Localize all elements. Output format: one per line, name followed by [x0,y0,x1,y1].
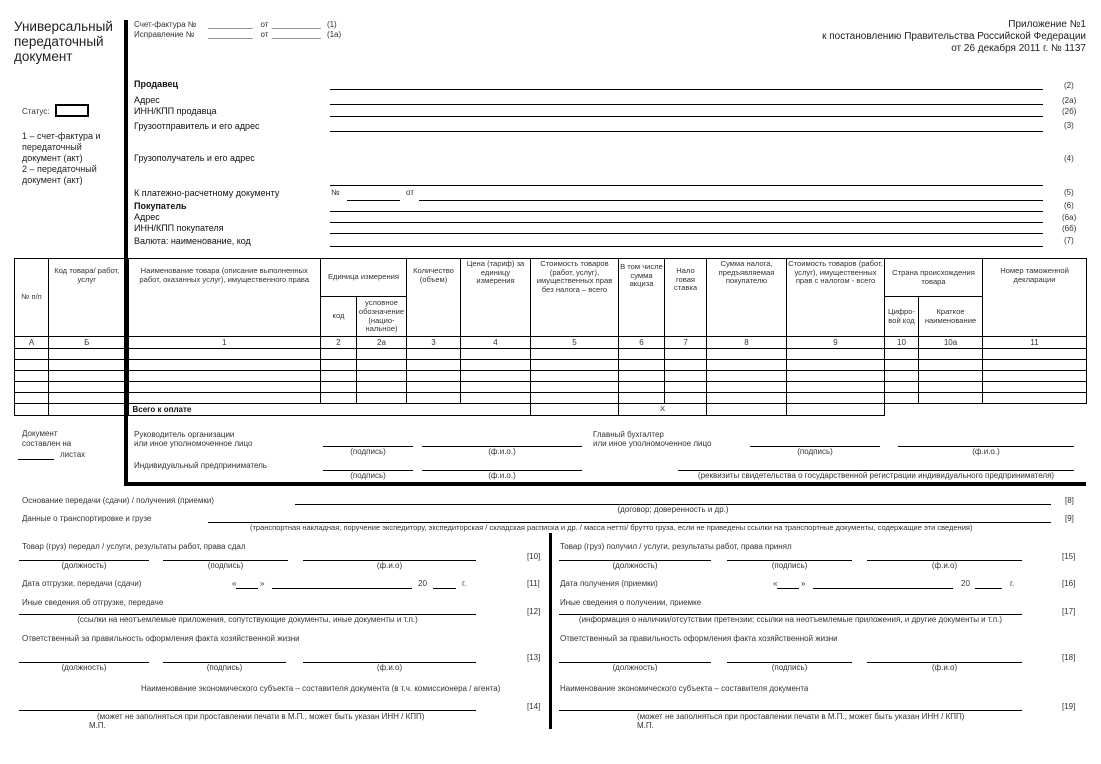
table-cell[interactable] [321,382,357,393]
status-legend-line: документ (акт) [22,175,83,185]
table-cell[interactable] [665,371,707,382]
head-fio-hint: (ф.и.о.) [488,447,516,456]
payment-doc-date-field[interactable] [419,200,1043,201]
consignee-label: Грузополучатель и его адрес [134,153,255,163]
table-cell[interactable] [15,360,49,371]
header-name: Наименование товара (описание выполненных работ, оказанных услуг), имущественного права [127,259,321,337]
table-cell[interactable] [461,393,531,404]
registration-hint: (реквизиты свидетельства о государственной регистрации индивидуального предпринимателя) [697,471,1055,480]
correction-number-row [134,30,341,39]
transport-label: Данные о транспортировке и грузе [22,514,152,523]
receipt-year-prefix: 20 [961,579,970,588]
buyer-address-field[interactable] [330,222,1043,223]
table-cell[interactable] [983,393,1087,404]
header-unit: Единица измерения [321,259,407,297]
appendix-line: Приложение №1 [1008,19,1086,30]
shipment-year-field[interactable] [433,588,456,589]
correction-date-field[interactable]: ___________ [271,30,321,39]
basis-hint: (договор; доверенность и др.) [617,505,729,514]
shipment-day-field[interactable] [236,588,258,589]
column-index-cell: 1 [127,337,321,349]
shipper-label: Грузоотправитель и его адрес [134,121,260,131]
handed-signature-hint: (подпись) [207,561,244,570]
handed-fio-hint: (ф.и.о) [376,561,403,570]
table-cell[interactable] [919,349,983,360]
table-cell[interactable] [127,349,321,360]
receipt-year-suffix: г. [1010,579,1015,588]
sheets-info [22,429,71,449]
table-cell[interactable] [619,382,665,393]
table-cell[interactable] [49,360,127,371]
table-cell[interactable] [983,371,1087,382]
head-label-line: Руководитель организации [134,430,235,439]
appendix-line: к постановлению Правительства Российской Федерации [822,31,1086,42]
table-cell[interactable] [407,371,461,382]
status-legend-line: документ (акт) [22,153,83,163]
table-cell[interactable] [787,382,885,393]
table-row [15,349,1087,360]
shipment-day-close: » [260,579,265,588]
receipt-day-field[interactable] [777,588,799,589]
total-tax-sum[interactable] [707,404,787,416]
column-index-cell: 8 [707,337,787,349]
right-responsible-label: Ответственный за правильность оформления факта хозяйственной жизни [560,634,838,643]
left-responsible-code: [13] [527,653,541,662]
shipper-code: (3) [1064,121,1074,130]
table-cell[interactable] [357,393,407,404]
left-entity-label: Наименование экономического субъекта – составителя документа (в т.ч. комиссионера / агента) [141,684,501,693]
payment-doc-code: (5) [1064,188,1074,197]
left-responsible-label: Ответственный за правильность оформления факта хозяйственной жизни [22,634,300,643]
shipment-day-open: « [232,579,237,588]
other-receipt-label: Иные сведения о получении, приемке [560,598,702,607]
table-cell[interactable] [885,349,919,360]
table-cell[interactable] [321,371,357,382]
header-cost-no-tax: Стоимость товаров (работ, услуг), имущественных прав без налога – всего [531,259,619,337]
table-cell[interactable] [919,393,983,404]
document-title-line: Универсальный [14,19,113,34]
consignee-code: (4) [1064,154,1074,163]
status-label: Статус: [22,107,50,116]
header-code: Код товара/ работ, услуг [49,259,127,337]
total-excise-tax-rate: X [619,404,707,416]
correction-number-field[interactable]: __________ [208,30,253,39]
header-tax-rate: Нало говая ставка [665,259,707,337]
header-unit-code: код [321,297,357,337]
table-cell[interactable] [407,382,461,393]
column-index-cell: 3 [407,337,461,349]
table-row [15,371,1087,382]
head-label [134,430,252,448]
shipment-date-label: Дата отгрузки, передачи (сдачи) [22,579,142,588]
seller-address-field[interactable] [330,104,1043,105]
received-position-hint: (должность) [612,561,658,570]
table-cell[interactable] [983,349,1087,360]
table-cell[interactable] [983,382,1087,393]
table-row [15,360,1087,371]
status-legend-line: передаточный [22,142,82,152]
buyer-label: Покупатель [134,201,187,211]
basis-code: [8] [1065,496,1074,505]
appendix-reference [822,19,1086,55]
buyer-inn-code: (6б) [1062,224,1077,233]
accountant-signature-hint: (подпись) [797,447,833,456]
correction-label: Исправление № [134,30,195,39]
table-cell[interactable] [531,360,619,371]
table-cell[interactable] [461,382,531,393]
payment-doc-number-field[interactable] [347,200,400,201]
column-index-cell: 6 [619,337,665,349]
entrepreneur-signature-hint: (подпись) [350,471,386,480]
table-cell[interactable] [15,393,49,404]
document-title [14,19,113,64]
seller-address-label: Адрес [134,95,160,105]
header-country-name: Краткое наименование [919,297,983,337]
other-shipment-code: [12] [527,607,541,616]
table-cell[interactable] [707,371,787,382]
table-cell[interactable] [707,360,787,371]
appendix-line: от 26 декабря 2011 г. № 1137 [951,43,1086,54]
left-responsible-position-hint: (должность) [61,663,107,672]
basis-label: Основание передачи (сдачи) / получения (приемки) [22,496,214,505]
table-cell[interactable] [707,349,787,360]
receipt-date-code: [16] [1062,579,1076,588]
entrepreneur-fio-hint: (ф.и.о.) [488,471,516,480]
right-entity-label: Наименование экономического субъекта – составителя документа [560,684,809,693]
buyer-address-code: (6а) [1062,213,1077,222]
total-cost-with-tax[interactable] [787,404,885,416]
section-divider-horizontal [124,482,1086,486]
header-country-code: Цифро- вой код [885,297,919,337]
table-cell[interactable] [49,382,127,393]
table-cell[interactable] [983,360,1087,371]
other-receipt-code: [17] [1062,607,1076,616]
column-index-cell: 5 [531,337,619,349]
accountant-label-line: или иное уполномоченное лицо [593,439,712,448]
right-entity-hint: (может не заполняться при проставлении печати в М.П., может быть указан ИНН / КПП) [637,712,965,721]
shipment-month-field[interactable] [272,588,412,589]
column-index-cell: Б [49,337,127,349]
receipt-month-field[interactable] [813,588,953,589]
header-unit-symbol: условное обозначение (нацио- нальное) [357,297,407,337]
table-cell[interactable] [885,360,919,371]
buyer-code: (6) [1064,201,1074,210]
table-cell[interactable] [531,349,619,360]
table-cell[interactable] [531,371,619,382]
table-cell[interactable] [787,360,885,371]
invoice-number-row [134,20,337,29]
shipment-date-code: [11] [527,579,540,588]
invoice-of-label: от [260,20,269,29]
table-cell[interactable] [619,360,665,371]
section-divider-vertical [124,20,128,486]
bottom-divider-vertical [549,533,552,729]
table-cell[interactable] [619,371,665,382]
header-qty: Количество (объем) [407,259,461,337]
buyer-field[interactable] [330,211,1043,212]
accountant-label [593,430,711,448]
table-cell[interactable] [707,382,787,393]
left-stamp-label: М.П. [89,721,106,730]
table-cell[interactable] [15,371,49,382]
left-entity-field[interactable] [19,710,476,711]
column-index-cell: 4 [461,337,531,349]
other-shipment-hint: (ссылки на неотъемлемые приложения, сопутствующие документы, иные документы и т.п.) [77,615,418,624]
table-cell[interactable] [49,393,127,404]
table-cell[interactable] [407,360,461,371]
other-shipment-label: Иные сведения об отгрузке, передаче [22,598,164,607]
table-cell[interactable] [531,382,619,393]
right-entity-field[interactable] [559,710,1022,711]
buyer-inn-field[interactable] [330,233,1043,234]
total-empty [885,404,1087,416]
table-cell[interactable] [461,371,531,382]
goods-table [14,258,1087,416]
seller-inn-code: (2б) [1062,107,1077,116]
column-index-cell: 11 [983,337,1087,349]
seller-address-code: (2а) [1062,96,1077,105]
status-legend-line: 2 – передаточный [22,164,97,174]
table-cell[interactable] [407,349,461,360]
shipment-year-prefix: 20 [418,579,427,588]
other-receipt-hint: (информация о наличии/отсутствии претензии; ссылки на неотъемлемые приложения, и другие документы и т.п.) [578,615,1003,624]
receipt-day-close: » [801,579,806,588]
transport-code: [9] [1065,514,1074,523]
correction-of-label: от [260,30,269,39]
transport-hint: (транспортная накладная, поручение экспедитору, экспедиторская / складская расписка и др. / масса нетто/ брутто груза, если не приведены ссылки на транспортные документы, содержащие эти сведения) [250,523,973,532]
table-cell[interactable] [49,371,127,382]
document-title-line: передаточный [14,34,104,49]
left-entity-code: [14] [527,702,541,711]
accountant-fio-hint: (ф.и.о.) [972,447,1000,456]
table-cell[interactable] [321,360,357,371]
total-cell [15,404,49,416]
status-field[interactable] [55,104,89,117]
column-index-cell: 10 [885,337,919,349]
received-fio-hint: (ф.и.о) [931,561,958,570]
table-header-row [15,259,1087,297]
table-cell[interactable] [357,360,407,371]
receipt-date-label: Дата получения (приемки) [560,579,658,588]
payment-doc-of-label: от [406,188,414,197]
table-cell[interactable] [665,382,707,393]
invoice-number-field[interactable]: __________ [208,20,253,29]
invoice-date-field[interactable]: ___________ [271,20,321,29]
head-signature-hint: (подпись) [350,447,386,456]
sheets-line: составлен на [22,439,72,448]
handed-position-hint: (должность) [61,561,107,570]
right-responsible-fio-hint: (ф.и.о) [931,663,958,672]
header-cost-with-tax: Стоимость товаров (работ, услуг), имущественных прав с налогом - всего [787,259,885,337]
table-cell[interactable] [357,371,407,382]
table-cell[interactable] [127,382,321,393]
seller-code: (2) [1064,81,1074,90]
seller-inn-field[interactable] [330,116,1043,117]
table-cell[interactable] [707,393,787,404]
sheets-count-field[interactable] [18,459,54,460]
table-cell[interactable] [127,360,321,371]
table-cell[interactable] [665,393,707,404]
right-stamp-label: М.П. [637,721,654,730]
table-cell[interactable] [919,382,983,393]
table-cell[interactable] [885,382,919,393]
table-cell[interactable] [787,371,885,382]
header-price: Цена (тариф) за единицу измерения [461,259,531,337]
column-index-cell: 10а [919,337,983,349]
table-cell[interactable] [531,393,619,404]
table-cell[interactable] [665,349,707,360]
right-responsible-signature-hint: (подпись) [771,663,808,672]
currency-code: (7) [1064,236,1074,245]
table-cell[interactable] [461,360,531,371]
currency-label: Валюта: наименование, код [134,236,251,246]
table-cell[interactable] [787,393,885,404]
table-cell[interactable] [919,360,983,371]
table-cell[interactable] [15,349,49,360]
column-index-cell: 2 [321,337,357,349]
table-cell[interactable] [321,349,357,360]
total-label: Всего к оплате [127,404,531,416]
sheets-line: Документ [22,429,58,438]
table-cell[interactable] [127,393,321,404]
table-total-row [15,404,1087,416]
buyer-address-label: Адрес [134,212,160,222]
seller-field[interactable] [330,89,1043,90]
table-cell[interactable] [127,371,321,382]
receipt-year-field[interactable] [975,588,1002,589]
received-signature-hint: (подпись) [771,561,808,570]
table-cell[interactable] [321,393,357,404]
handed-label: Товар (груз) передал / услуги, результаты работ, права сдал [22,542,246,551]
column-index-cell: 7 [665,337,707,349]
payment-doc-no-label: № [331,188,340,197]
column-index-cell: 9 [787,337,885,349]
table-cell[interactable] [665,360,707,371]
table-cell[interactable] [357,349,407,360]
consignee-field[interactable] [330,185,1043,186]
table-cell[interactable] [885,371,919,382]
table-cell[interactable] [461,349,531,360]
left-responsible-fio-hint: (ф.и.о) [376,663,403,672]
document-title-line: документ [14,49,73,64]
left-responsible-signature-hint: (подпись) [206,663,243,672]
received-code: [15] [1062,552,1076,561]
shipment-year-suffix: г. [462,579,467,588]
table-cell[interactable] [15,382,49,393]
status-legend [22,131,101,186]
table-cell[interactable] [49,349,127,360]
handed-code: [10] [527,552,541,561]
column-index-cell: 2а [357,337,407,349]
table-cell[interactable] [619,393,665,404]
right-responsible-code: [18] [1062,653,1076,662]
accountant-label-line: Главный бухгалтер [593,430,664,439]
receipt-day-open: « [773,579,778,588]
table-cell[interactable] [407,393,461,404]
invoice-label: Счет-фактура № [134,20,197,29]
seller-label: Продавец [134,79,179,89]
status-legend-line: 1 – счет-фактура и [22,131,101,141]
column-index-cell: А [15,337,49,349]
sheets-suffix: листах [60,450,86,459]
table-cell[interactable] [357,382,407,393]
correction-code: (1а) [326,30,342,39]
buyer-inn-label: ИНН/КПП покупателя [134,223,224,233]
table-cell[interactable] [787,349,885,360]
received-label: Товар (груз) получил / услуги, результаты работ, права принял [560,542,792,551]
total-cell [49,404,127,416]
table-row [15,393,1087,404]
header-num: № п/п [15,259,49,337]
seller-inn-label: ИНН/КПП продавца [134,106,217,116]
table-index-row [15,337,1087,349]
table-cell[interactable] [619,349,665,360]
table-cell[interactable] [919,371,983,382]
currency-field[interactable] [330,246,1043,247]
right-responsible-position-hint: (должность) [612,663,658,672]
invoice-code: (1) [326,20,337,29]
header-customs: Номер таможенной декларации [983,259,1087,337]
header-excise: В том числе сумма акциза [619,259,665,337]
header-country: Страна происхождения товара [885,259,983,297]
table-row [15,382,1087,393]
header-tax-sum: Сумма налога, предъявляемая покупателю [707,259,787,337]
left-entity-hint: (может не заполняться при проставлении печати в М.П., может быть указан ИНН / КПП) [97,712,425,721]
right-entity-code: [19] [1062,702,1076,711]
entrepreneur-label: Индивидуальный предприниматель [134,461,267,470]
shipper-field[interactable] [330,131,1043,132]
total-cost-no-tax[interactable] [531,404,619,416]
payment-doc-label: К платежно-расчетному документу [134,188,280,198]
table-cell[interactable] [885,393,919,404]
head-label-line: или иное уполномоченное лицо [134,439,253,448]
